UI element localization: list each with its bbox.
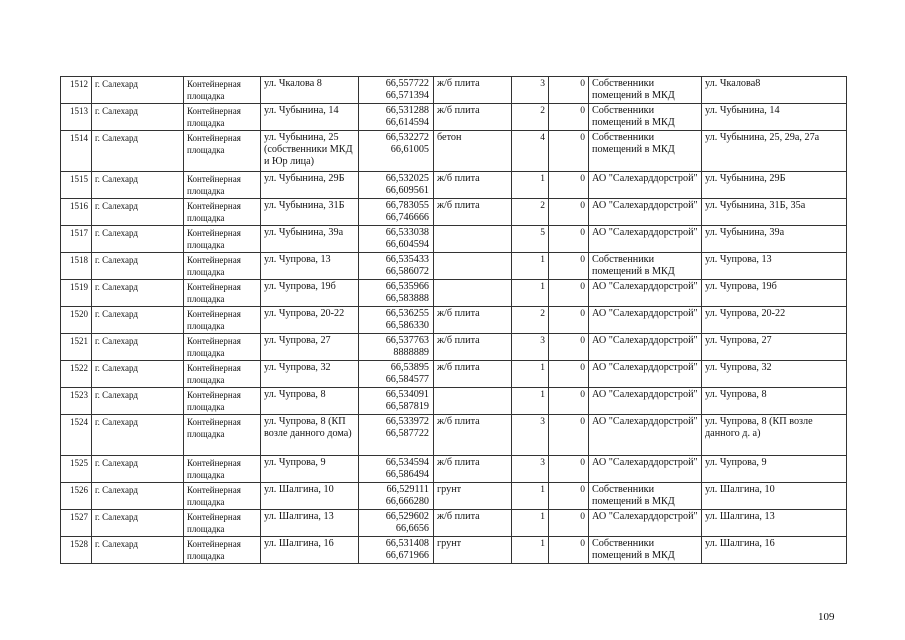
row-number: 1519 [61, 280, 92, 307]
served-objects-cell: ул. Чупрова, 8 [702, 388, 847, 415]
coordinates-cell: 66,536255 66,586330 [359, 307, 434, 334]
extra-count-cell: 0 [549, 253, 589, 280]
served-objects-cell: ул. Чупрова, 8 (КП возле данного д. а) [702, 415, 847, 456]
coordinates-cell: 66,532025 66,609561 [359, 172, 434, 199]
table-row [61, 307, 847, 334]
extra-count-cell: 0 [549, 334, 589, 361]
served-objects-cell: ул. Чубынина, 29Б [702, 172, 847, 199]
site-type-cell: Контейнерная площадка [184, 415, 261, 456]
owner-cell: АО "Салехарддорстрой" [589, 280, 702, 307]
table-row [61, 104, 847, 131]
coordinates-cell: 66,531288 66,614594 [359, 104, 434, 131]
address-cell: ул. Чупрова, 20-22 [261, 307, 359, 334]
city-cell: г. Салехард [92, 199, 184, 226]
surface-cell: ж/б плита [434, 334, 512, 361]
extra-count-cell: 0 [549, 361, 589, 388]
owner-cell: АО "Салехарддорстрой" [589, 415, 702, 456]
city-cell: г. Салехард [92, 131, 184, 172]
row-number: 1525 [61, 456, 92, 483]
site-type-cell: Контейнерная площадка [184, 172, 261, 199]
surface-cell: ж/б плита [434, 199, 512, 226]
owner-cell: АО "Салехарддорстрой" [589, 172, 702, 199]
address-cell: ул. Чкалова 8 [261, 77, 359, 104]
coordinates-cell: 66,537763 8888889 [359, 334, 434, 361]
container-count-cell: 5 [512, 226, 549, 253]
address-cell: ул. Чубынина, 25 (собственники МКД и Юр лица) [261, 131, 359, 172]
table-row [61, 226, 847, 253]
site-type-cell: Контейнерная площадка [184, 104, 261, 131]
served-objects-cell: ул. Чупрова, 27 [702, 334, 847, 361]
served-objects-cell: ул. Шалгина, 10 [702, 483, 847, 510]
container-count-cell: 1 [512, 537, 549, 564]
served-objects-cell: ул. Шалгина, 16 [702, 537, 847, 564]
container-count-cell: 1 [512, 510, 549, 537]
city-cell: г. Салехард [92, 388, 184, 415]
extra-count-cell: 0 [549, 280, 589, 307]
page-number: 109 [818, 611, 835, 623]
row-number: 1522 [61, 361, 92, 388]
site-type-cell: Контейнерная площадка [184, 253, 261, 280]
owner-cell: АО "Салехарддорстрой" [589, 510, 702, 537]
table-row [61, 334, 847, 361]
served-objects-cell: ул. Чубынина, 14 [702, 104, 847, 131]
site-type-cell: Контейнерная площадка [184, 510, 261, 537]
surface-cell: ж/б плита [434, 172, 512, 199]
container-count-cell: 1 [512, 483, 549, 510]
table-row [61, 388, 847, 415]
city-cell: г. Салехард [92, 77, 184, 104]
coordinates-cell: 66,529602 66,6656 [359, 510, 434, 537]
owner-cell: АО "Салехарддорстрой" [589, 334, 702, 361]
site-type-cell: Контейнерная площадка [184, 226, 261, 253]
extra-count-cell: 0 [549, 388, 589, 415]
address-cell: ул. Чупрова, 9 [261, 456, 359, 483]
row-number: 1518 [61, 253, 92, 280]
table-row [61, 172, 847, 199]
row-number: 1528 [61, 537, 92, 564]
extra-count-cell: 0 [549, 131, 589, 172]
surface-cell: ж/б плита [434, 104, 512, 131]
surface-cell: ж/б плита [434, 510, 512, 537]
site-type-cell: Контейнерная площадка [184, 77, 261, 104]
surface-cell: бетон [434, 131, 512, 172]
owner-cell: АО "Салехарддорстрой" [589, 226, 702, 253]
surface-cell: ж/б плита [434, 361, 512, 388]
site-type-cell: Контейнерная площадка [184, 388, 261, 415]
owner-cell: АО "Салехарддорстрой" [589, 361, 702, 388]
row-number: 1524 [61, 415, 92, 456]
table-row [61, 280, 847, 307]
container-count-cell: 2 [512, 307, 549, 334]
registry-table [60, 76, 847, 564]
address-cell: ул. Чупрова, 13 [261, 253, 359, 280]
coordinates-cell: 66,533038 66,604594 [359, 226, 434, 253]
container-count-cell: 3 [512, 334, 549, 361]
extra-count-cell: 0 [549, 226, 589, 253]
coordinates-cell: 66,534594 66,586494 [359, 456, 434, 483]
table-row [61, 131, 847, 172]
owner-cell: Собственники помещений в МКД [589, 537, 702, 564]
address-cell: ул. Чупрова, 27 [261, 334, 359, 361]
city-cell: г. Салехард [92, 510, 184, 537]
container-count-cell: 1 [512, 172, 549, 199]
extra-count-cell: 0 [549, 77, 589, 104]
table-row [61, 253, 847, 280]
site-type-cell: Контейнерная площадка [184, 456, 261, 483]
served-objects-cell: ул. Чубынина, 25, 29а, 27а [702, 131, 847, 172]
served-objects-cell: ул. Шалгина, 13 [702, 510, 847, 537]
address-cell: ул. Шалгина, 16 [261, 537, 359, 564]
container-count-cell: 1 [512, 280, 549, 307]
row-number: 1513 [61, 104, 92, 131]
container-count-cell: 3 [512, 415, 549, 456]
row-number: 1523 [61, 388, 92, 415]
extra-count-cell: 0 [549, 537, 589, 564]
address-cell: ул. Чупрова, 8 (КП возле данного дома) [261, 415, 359, 456]
row-number: 1514 [61, 131, 92, 172]
served-objects-cell: ул. Чупрова, 13 [702, 253, 847, 280]
city-cell: г. Салехард [92, 280, 184, 307]
extra-count-cell: 0 [549, 199, 589, 226]
coordinates-cell: 66,535966 66,583888 [359, 280, 434, 307]
surface-cell: грунт [434, 537, 512, 564]
surface-cell [434, 226, 512, 253]
city-cell: г. Салехард [92, 415, 184, 456]
coordinates-cell: 66,53895 66,584577 [359, 361, 434, 388]
address-cell: ул. Чубынина, 29Б [261, 172, 359, 199]
table-row [61, 199, 847, 226]
coordinates-cell: 66,533972 66,587722 [359, 415, 434, 456]
site-type-cell: Контейнерная площадка [184, 280, 261, 307]
container-count-cell: 1 [512, 253, 549, 280]
coordinates-cell: 66,531408 66,671966 [359, 537, 434, 564]
surface-cell [434, 280, 512, 307]
row-number: 1516 [61, 199, 92, 226]
extra-count-cell: 0 [549, 456, 589, 483]
site-type-cell: Контейнерная площадка [184, 537, 261, 564]
row-number: 1515 [61, 172, 92, 199]
city-cell: г. Салехард [92, 483, 184, 510]
site-type-cell: Контейнерная площадка [184, 334, 261, 361]
table-row [61, 77, 847, 104]
surface-cell: ж/б плита [434, 77, 512, 104]
address-cell: ул. Чупрова, 32 [261, 361, 359, 388]
site-type-cell: Контейнерная площадка [184, 307, 261, 334]
row-number: 1520 [61, 307, 92, 334]
surface-cell [434, 388, 512, 415]
served-objects-cell: ул. Чупрова, 20-22 [702, 307, 847, 334]
owner-cell: Собственники помещений в МКД [589, 483, 702, 510]
served-objects-cell: ул. Чкалова8 [702, 77, 847, 104]
extra-count-cell: 0 [549, 510, 589, 537]
container-count-cell: 1 [512, 388, 549, 415]
site-type-cell: Контейнерная площадка [184, 361, 261, 388]
container-count-cell: 3 [512, 77, 549, 104]
container-count-cell: 4 [512, 131, 549, 172]
city-cell: г. Салехард [92, 253, 184, 280]
address-cell: ул. Чупрова, 19б [261, 280, 359, 307]
extra-count-cell: 0 [549, 307, 589, 334]
table-row [61, 415, 847, 456]
extra-count-cell: 0 [549, 483, 589, 510]
coordinates-cell: 66,783055 66,746666 [359, 199, 434, 226]
city-cell: г. Салехард [92, 456, 184, 483]
row-number: 1521 [61, 334, 92, 361]
city-cell: г. Салехард [92, 334, 184, 361]
surface-cell: ж/б плита [434, 456, 512, 483]
row-number: 1527 [61, 510, 92, 537]
served-objects-cell: ул. Чупрова, 32 [702, 361, 847, 388]
address-cell: ул. Шалгина, 13 [261, 510, 359, 537]
city-cell: г. Салехард [92, 226, 184, 253]
address-cell: ул. Чубынина, 14 [261, 104, 359, 131]
coordinates-cell: 66,535433 66,586072 [359, 253, 434, 280]
address-cell: ул. Чупрова, 8 [261, 388, 359, 415]
city-cell: г. Салехард [92, 307, 184, 334]
owner-cell: АО "Салехарддорстрой" [589, 388, 702, 415]
site-type-cell: Контейнерная площадка [184, 131, 261, 172]
coordinates-cell: 66,534091 66,587819 [359, 388, 434, 415]
address-cell: ул. Шалгина, 10 [261, 483, 359, 510]
surface-cell: ж/б плита [434, 307, 512, 334]
row-number: 1517 [61, 226, 92, 253]
extra-count-cell: 0 [549, 172, 589, 199]
address-cell: ул. Чубынина, 39а [261, 226, 359, 253]
served-objects-cell: ул. Чубынина, 31Б, 35а [702, 199, 847, 226]
owner-cell: АО "Салехарддорстрой" [589, 199, 702, 226]
address-cell: ул. Чубынина, 31Б [261, 199, 359, 226]
container-count-cell: 2 [512, 199, 549, 226]
container-count-cell: 1 [512, 361, 549, 388]
surface-cell: грунт [434, 483, 512, 510]
city-cell: г. Салехард [92, 361, 184, 388]
city-cell: г. Салехард [92, 172, 184, 199]
surface-cell: ж/б плита [434, 415, 512, 456]
table-row [61, 537, 847, 564]
site-type-cell: Контейнерная площадка [184, 483, 261, 510]
table-row [61, 510, 847, 537]
extra-count-cell: 0 [549, 415, 589, 456]
row-number: 1526 [61, 483, 92, 510]
site-type-cell: Контейнерная площадка [184, 199, 261, 226]
owner-cell: АО "Салехарддорстрой" [589, 307, 702, 334]
city-cell: г. Салехард [92, 104, 184, 131]
container-count-cell: 2 [512, 104, 549, 131]
table-row [61, 483, 847, 510]
container-count-cell: 3 [512, 456, 549, 483]
surface-cell [434, 253, 512, 280]
coordinates-cell: 66,529111 66,666280 [359, 483, 434, 510]
row-number: 1512 [61, 77, 92, 104]
owner-cell: Собственники помещений в МКД [589, 253, 702, 280]
served-objects-cell: ул. Чупрова, 9 [702, 456, 847, 483]
table-row [61, 361, 847, 388]
owner-cell: АО "Салехарддорстрой" [589, 456, 702, 483]
coordinates-cell: 66,557722 66,571394 [359, 77, 434, 104]
registry-table-body [61, 77, 847, 564]
coordinates-cell: 66,532272 66,61005 [359, 131, 434, 172]
table-row [61, 456, 847, 483]
city-cell: г. Салехард [92, 537, 184, 564]
served-objects-cell: ул. Чубынина, 39а [702, 226, 847, 253]
extra-count-cell: 0 [549, 104, 589, 131]
served-objects-cell: ул. Чупрова, 19б [702, 280, 847, 307]
owner-cell: Собственники помещений в МКД [589, 131, 702, 172]
owner-cell: Собственники помещений в МКД [589, 77, 702, 104]
owner-cell: Собственники помещений в МКД [589, 104, 702, 131]
